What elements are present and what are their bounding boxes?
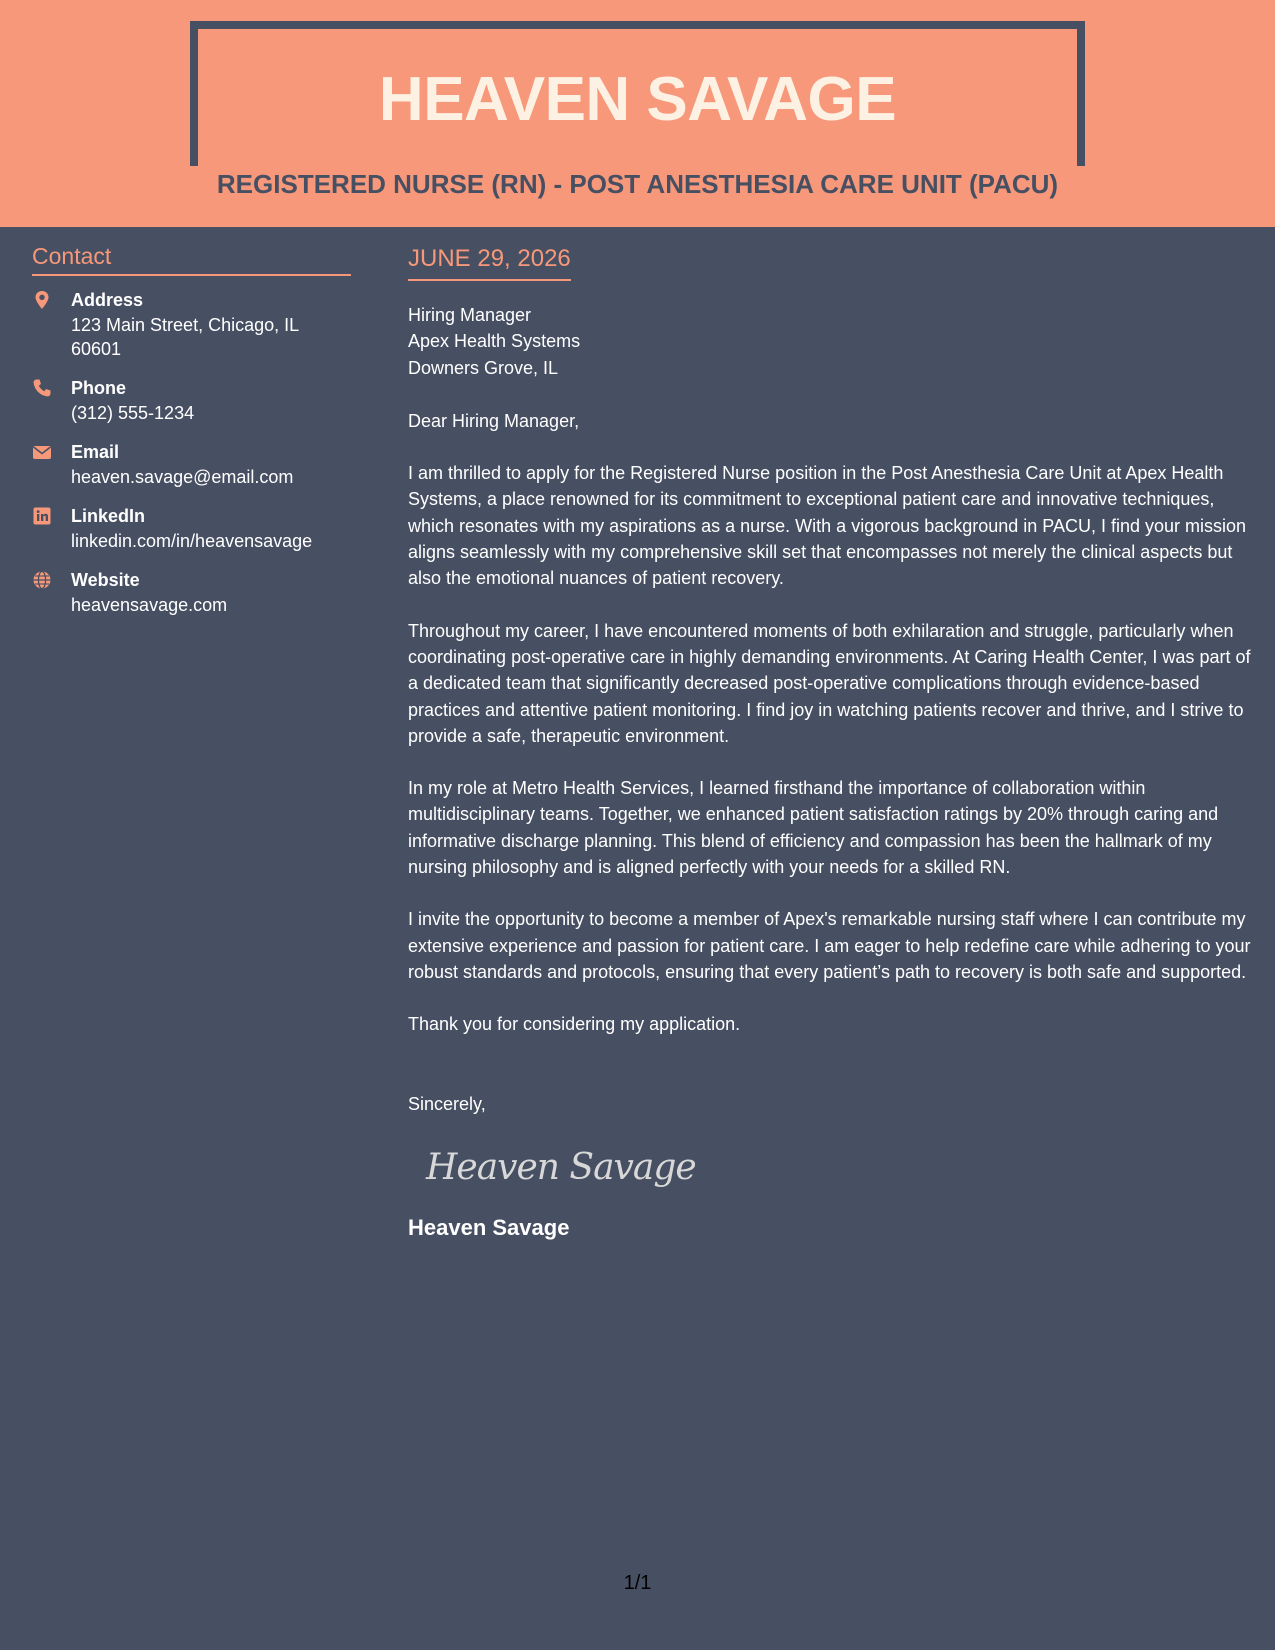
map-pin-icon <box>32 290 52 310</box>
recipient-location: Downers Grove, IL <box>408 357 559 378</box>
page-number: 1/1 <box>623 1572 652 1594</box>
address-value: 123 Main Street, Chicago, IL 60601 <box>71 315 299 359</box>
body-paragraph: I am thrilled to apply for the Registered Nurse position in the Post Anesthesia Care Unit at Apex Health Systems, a place renowned for its commitment to exceptional patient care and innovative techniques, which resonates with my aspirations as a nurse. With a vigorous background in PACU, I find your mission aligns seamlessly with my comprehensive skill set that encompasses not merely the clinical aspects but also the emotional nuances of patient recovery. <box>408 463 1247 589</box>
phone-label: Phone <box>71 378 127 398</box>
closing-line: Thank you for considering my application. <box>408 1014 741 1035</box>
body-paragraph: Throughout my career, I have encountered moments of both exhilaration and struggle, particularly when coordinating post-operative care in highly demanding environments. At Caring Health Center, I was part of a dedicated team that significantly decreased post-operative complications through evidence-based practices and attentive patient monitoring. I find joy in watching patients recover and thrive, and I strive to provide a safe, therapeutic environment. <box>408 620 1251 746</box>
linkedin-icon <box>32 506 52 526</box>
linkedin-value[interactable]: linkedin.com/in/heavensavage <box>71 531 313 551</box>
website-value[interactable]: heavensavage.com <box>71 595 228 615</box>
contact-list <box>32 288 351 617</box>
recipient-company: Apex Health Systems <box>408 331 581 352</box>
contact-item-email <box>32 440 351 489</box>
body-paragraph: In my role at Metro Health Services, I learned firsthand the importance of collaboration within multidisciplinary teams. Together, we enhanced patient satisfaction ratings by 20% through caring and informative discharge planning. This blend of efficiency and compassion has been the hallmark of my nursing philosophy and is aligned perfectly with your needs for a skilled RN. <box>408 778 1219 878</box>
signer-name: Heaven Savage <box>408 1214 570 1240</box>
website-label: Website <box>71 570 140 590</box>
email-value: heaven.savage@email.com <box>71 467 294 487</box>
contact-item-website <box>32 568 351 617</box>
contact-heading: Contact <box>32 240 351 276</box>
contact-sidebar <box>32 240 351 632</box>
recipient-name: Hiring Manager <box>408 305 532 325</box>
contact-item-address <box>32 288 351 361</box>
recipient-block <box>408 302 1251 381</box>
handwritten-signature: Heaven Savage <box>426 1146 696 1188</box>
envelope-icon <box>32 442 52 462</box>
salutation: Dear Hiring Manager, <box>408 410 580 431</box>
letter-date: JUNE 29, 2026 <box>408 242 571 281</box>
applicant-name: HEAVEN SAVAGE <box>378 65 897 134</box>
contact-item-phone <box>32 376 351 425</box>
phone-value: (312) 555-1234 <box>71 403 195 423</box>
phone-icon <box>32 378 52 398</box>
email-label: Email <box>71 442 120 462</box>
job-title: REGISTERED NURSE (RN) - POST ANESTHESIA CARE UNIT (PACU) <box>216 169 1059 199</box>
sign-off: Sincerely, <box>408 1093 486 1114</box>
contact-item-linkedin <box>32 504 351 553</box>
linkedin-label: LinkedIn <box>71 506 146 526</box>
globe-icon <box>32 570 52 590</box>
address-label: Address <box>71 290 144 310</box>
body-paragraph: I invite the opportunity to become a member of Apex's remarkable nursing staff where I can contribute my extensive experience and passion for patient care. I am eager to help redefine care while adhering to your robust standards and protocols, ensuring that every patient’s path to recovery is both safe and supported. <box>408 909 1251 982</box>
letter-body <box>408 242 1251 1243</box>
header-banner <box>0 0 1275 227</box>
